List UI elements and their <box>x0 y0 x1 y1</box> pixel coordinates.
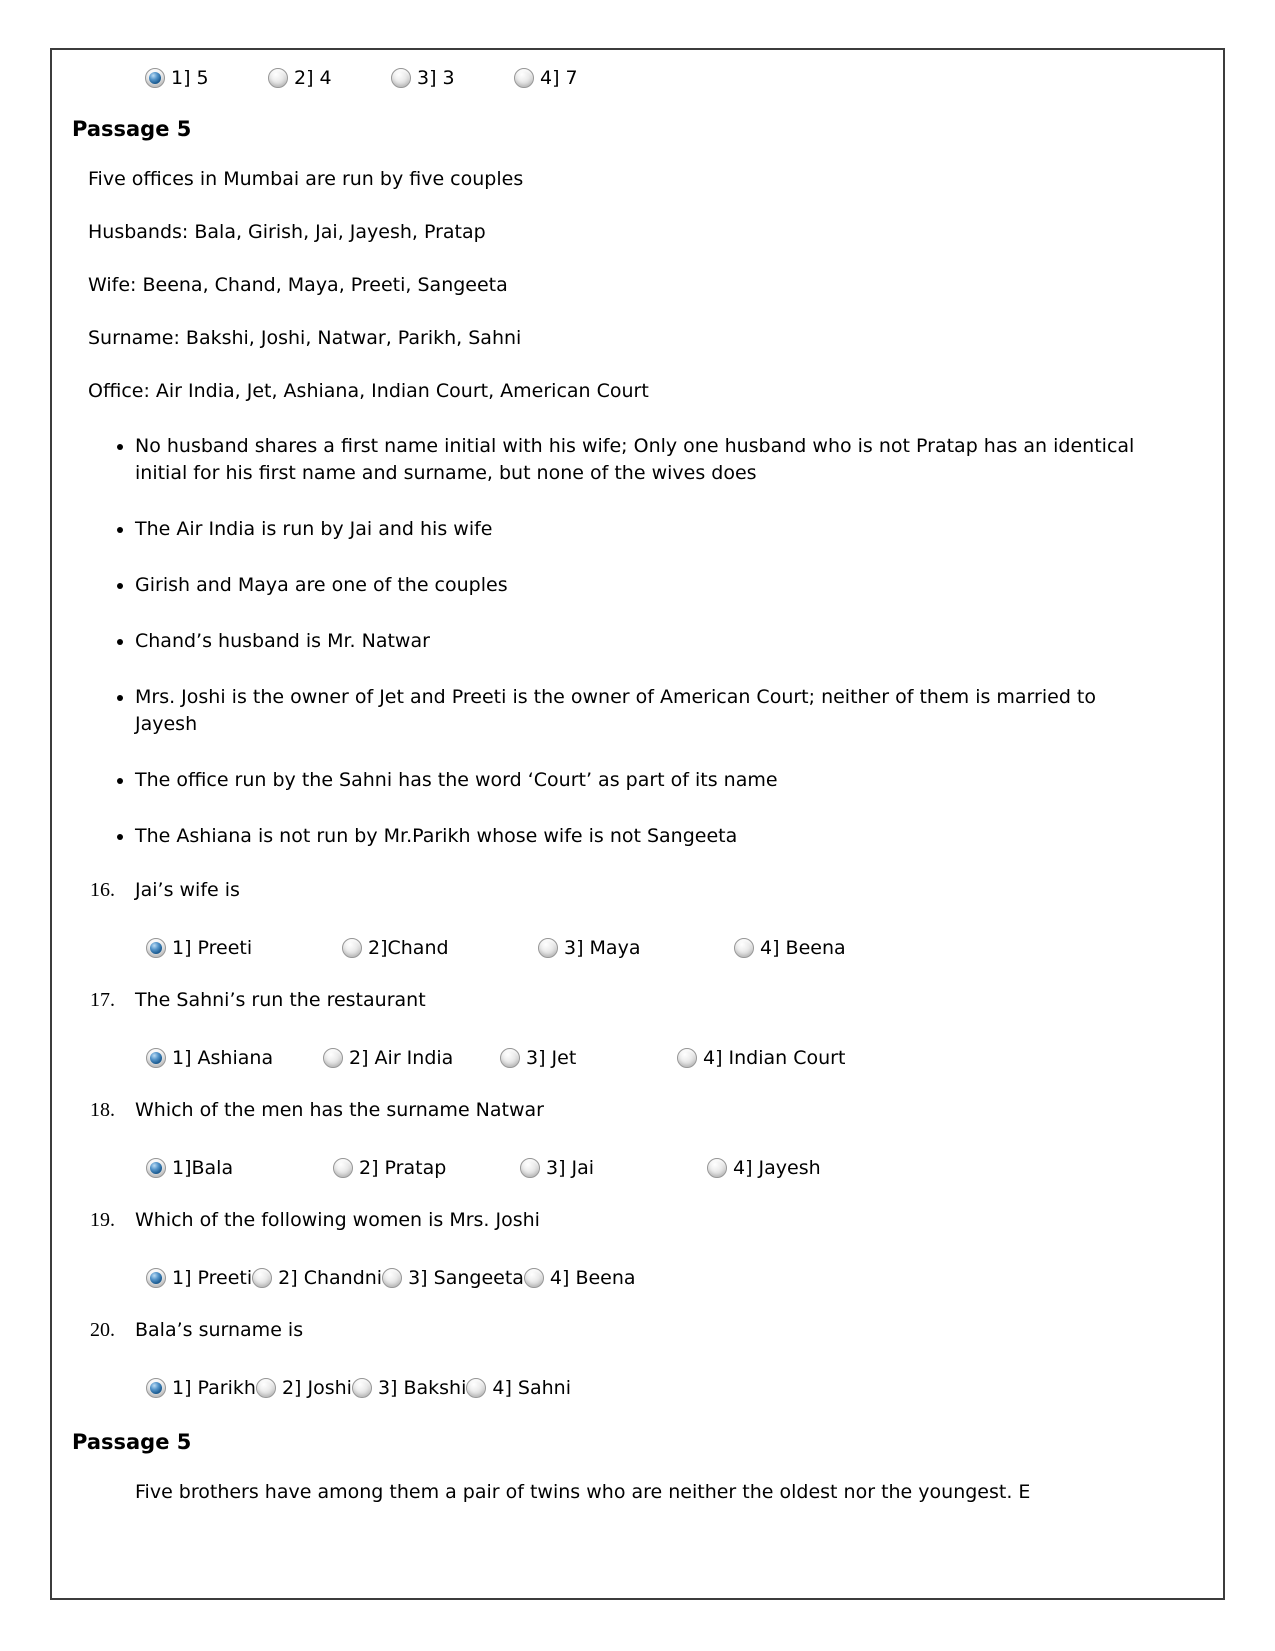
question-text: The Sahni’s run the restaurant <box>135 989 426 1011</box>
option-label: 1] Preeti <box>172 1267 253 1289</box>
radio-option[interactable] <box>514 67 578 89</box>
radio-button-icon[interactable] <box>256 1378 276 1398</box>
option-label: 4] 7 <box>540 67 578 89</box>
question-number: 18. <box>90 1099 115 1121</box>
radio-option[interactable] <box>538 937 734 959</box>
radio-button-icon[interactable] <box>342 938 362 958</box>
radio-button-icon[interactable] <box>146 1158 166 1178</box>
radio-button-icon[interactable] <box>323 1048 343 1068</box>
option-label: 3] 3 <box>417 67 455 89</box>
radio-option[interactable] <box>524 1267 636 1289</box>
prev-question-options-row <box>145 67 1203 89</box>
question-number: 20. <box>90 1319 115 1341</box>
radio-button-icon[interactable] <box>707 1158 727 1178</box>
radio-button-icon[interactable] <box>734 938 754 958</box>
radio-option[interactable] <box>146 1047 323 1069</box>
clues-list <box>72 433 1153 850</box>
option-label: 1]Bala <box>172 1157 234 1179</box>
radio-option[interactable] <box>268 67 391 89</box>
radio-option[interactable] <box>333 1157 520 1179</box>
radio-option[interactable] <box>500 1047 677 1069</box>
option-label: 3] Bakshi <box>377 1377 467 1399</box>
question-20 <box>72 1319 1203 1399</box>
radio-button-icon[interactable] <box>382 1268 402 1288</box>
radio-option[interactable] <box>391 67 514 89</box>
option-label: 3] Jet <box>526 1047 577 1069</box>
question-16 <box>72 879 1203 959</box>
option-label: 4] Jayesh <box>733 1157 821 1179</box>
radio-option[interactable] <box>256 1377 352 1399</box>
radio-option[interactable] <box>252 1267 382 1289</box>
quiz-page <box>50 48 1225 1600</box>
radio-button-icon[interactable] <box>146 1048 166 1068</box>
radio-button-icon[interactable] <box>538 938 558 958</box>
clue-item: • The Ashiana is not run by Mr.Parikh whose wife is not Sangeeta <box>135 823 1153 850</box>
next-passage-heading: Passage 5 <box>72 1430 192 1454</box>
radio-option[interactable] <box>707 1157 821 1179</box>
radio-button-icon[interactable] <box>514 68 534 88</box>
clue-item: • The Air India is run by Jai and his wife <box>135 516 1153 543</box>
radio-option[interactable] <box>734 937 846 959</box>
option-label: 1] 5 <box>171 67 209 89</box>
radio-option[interactable] <box>146 1377 256 1399</box>
clue-item: • No husband shares a first name initial with his wife; Only one husband who is not Pratap has an identical initial for his first name and surname, but none of the wives does <box>135 433 1153 487</box>
passage-heading: Passage 5 <box>72 117 192 141</box>
passage-intro-line: Surname: Bakshi, Joshi, Natwar, Parikh, Sahni <box>88 327 522 349</box>
radio-button-icon[interactable] <box>146 1378 166 1398</box>
radio-option[interactable] <box>677 1047 845 1069</box>
radio-button-icon[interactable] <box>146 1268 166 1288</box>
passage-intro-line: Husbands: Bala, Girish, Jai, Jayesh, Pratap <box>88 221 486 243</box>
radio-button-icon[interactable] <box>252 1268 272 1288</box>
radio-option[interactable] <box>352 1377 466 1399</box>
radio-button-icon[interactable] <box>677 1048 697 1068</box>
option-label: 2] 4 <box>294 67 332 89</box>
option-label: 2] Air India <box>349 1047 454 1069</box>
question-19 <box>72 1209 1203 1289</box>
radio-option[interactable] <box>342 937 538 959</box>
option-label: 1] Parikh <box>172 1377 256 1399</box>
question-text: Bala’s surname is <box>135 1319 304 1341</box>
options-row <box>146 937 1203 959</box>
question-number: 17. <box>90 989 115 1011</box>
option-label: 2] Pratap <box>359 1157 447 1179</box>
clue-item: • Girish and Maya are one of the couples <box>135 572 1153 599</box>
question-text: Jai’s wife is <box>135 879 240 901</box>
question-number: 16. <box>90 879 115 901</box>
radio-option[interactable] <box>146 1157 333 1179</box>
options-row <box>146 1267 1203 1289</box>
clue-item: • The office run by the Sahni has the word ‘Court’ as part of its name <box>135 767 1153 794</box>
option-label: 1] Preeti <box>172 937 253 959</box>
option-label: 4] Beena <box>549 1267 636 1289</box>
question-text: Which of the men has the surname Natwar <box>135 1099 544 1121</box>
clue-item: • Mrs. Joshi is the owner of Jet and Preeti is the owner of American Court; neither of them is married to Jayesh <box>135 684 1153 738</box>
options-row <box>146 1047 1203 1069</box>
radio-button-icon[interactable] <box>466 1378 486 1398</box>
radio-button-icon[interactable] <box>500 1048 520 1068</box>
radio-button-icon[interactable] <box>146 938 166 958</box>
option-label: 3] Jai <box>546 1157 595 1179</box>
radio-button-icon[interactable] <box>524 1268 544 1288</box>
radio-button-icon[interactable] <box>145 68 165 88</box>
radio-button-icon[interactable] <box>333 1158 353 1178</box>
radio-option[interactable] <box>323 1047 500 1069</box>
option-label: 3] Sangeeta <box>408 1267 524 1289</box>
radio-button-icon[interactable] <box>352 1378 372 1398</box>
option-label: 4] Indian Court <box>703 1047 846 1069</box>
radio-option[interactable] <box>520 1157 707 1179</box>
clue-item: • Chand’s husband is Mr. Natwar <box>135 628 1153 655</box>
passage-intro-line: Five offices in Mumbai are run by five couples <box>88 168 524 190</box>
option-label: 1] Ashiana <box>172 1047 274 1069</box>
option-label: 3] Maya <box>564 937 641 959</box>
radio-button-icon[interactable] <box>391 68 411 88</box>
option-label: 2] Chandni <box>278 1267 383 1289</box>
passage-intro-line: Wife: Beena, Chand, Maya, Preeti, Sangeeta <box>88 274 508 296</box>
question-number: 19. <box>90 1209 115 1231</box>
option-label: 2] Joshi <box>281 1377 352 1399</box>
options-row <box>146 1377 1203 1399</box>
next-passage-intro-line: Five brothers have among them a pair of twins who are neither the oldest nor the youngest. E <box>135 1481 1031 1503</box>
radio-button-icon[interactable] <box>268 68 288 88</box>
radio-option[interactable] <box>145 67 268 89</box>
radio-option[interactable] <box>466 1377 571 1399</box>
question-17 <box>72 989 1203 1069</box>
option-label: 4] Beena <box>760 937 846 959</box>
question-18 <box>72 1099 1203 1179</box>
option-label: 4] Sahni <box>492 1377 571 1399</box>
radio-option[interactable] <box>382 1267 524 1289</box>
radio-option[interactable] <box>146 937 342 959</box>
radio-button-icon[interactable] <box>520 1158 540 1178</box>
question-text: Which of the following women is Mrs. Joshi <box>135 1209 540 1231</box>
passage-intro-line: Office: Air India, Jet, Ashiana, Indian Court, American Court <box>88 380 649 402</box>
option-label: 2]Chand <box>368 937 449 959</box>
radio-option[interactable] <box>146 1267 252 1289</box>
options-row <box>146 1157 1203 1179</box>
